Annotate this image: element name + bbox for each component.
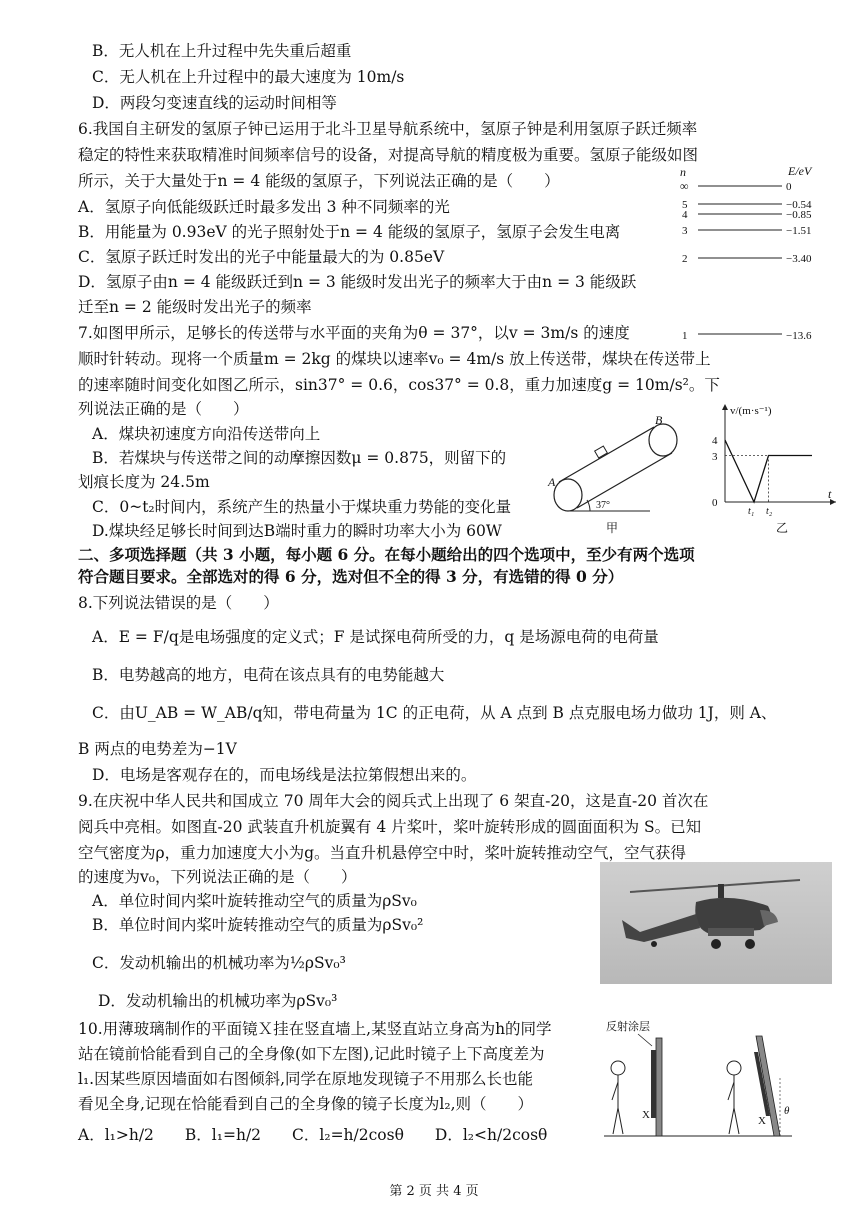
line: A．单位时间内桨叶旋转推动空气的质量为ρSv₀ [92, 892, 417, 910]
line: D．两段匀变速直线的运动时间相等 [92, 94, 337, 112]
line: 的速率随时间变化如图乙所示，sin37° = 0.6，cos37° = 0.8，重力加速度g = 10m/s²。下 [78, 376, 720, 394]
line: D．氢原子由n = 4 能级跃迁到n = 3 能级时发出光子的频率大于由n = 3 能级跃 [78, 273, 637, 291]
section-heading: 符合题目要求。全部选对的得 6 分，选对但不全的得 3 分，有选错的得 0 分） [78, 567, 624, 586]
energy-level [682, 330, 812, 342]
y-tick: 0 [712, 497, 718, 509]
line: D.煤块经足够长时间到达B端时重力的瞬时功率大小为 60W [92, 522, 502, 540]
angle-label: θ [784, 1105, 790, 1117]
svg-text:−1.51: −1.51 [786, 225, 812, 237]
svg-text:3: 3 [682, 225, 688, 237]
line: C．无人机在上升过程中的最大速度为 10m/s [92, 68, 405, 86]
svg-text:−0.85: −0.85 [786, 209, 812, 221]
line: 的速度为v₀，下列说法正确的是（ ） [78, 868, 357, 886]
line: B．无人机在上升过程中先失重后超重 [92, 42, 352, 60]
page-footer: 第 2 页 共 4 页 [389, 1184, 479, 1199]
energy-level [682, 253, 812, 265]
x-tick: t₁ [748, 506, 755, 517]
line: C．由U_AB = W_AB/q知，带电荷量为 1C 的正电荷，从 A 点到 B 点克服电场力做功 1J，则 A、 [92, 704, 777, 722]
line: B．单位时间内桨叶旋转推动空气的质量为ρSv₀² [92, 916, 424, 934]
person-icon [727, 1061, 741, 1134]
line: 列说法正确的是（ ） [78, 400, 249, 418]
svg-text:2: 2 [682, 253, 688, 265]
x-tick: t₂ [766, 506, 773, 517]
y-tick: 3 [712, 451, 718, 463]
line: B．若煤块与传送带之间的动摩擦因数μ = 0.875，则留下的 [92, 449, 507, 467]
line: l₁.因某些原因墙面如右图倾斜,同学在原地发现镜子不用那么长也能 [78, 1070, 534, 1088]
y-axis-label: v/(m·s⁻¹) [730, 405, 772, 417]
label-a: A [548, 475, 556, 489]
conveyor-belt-figure [540, 412, 690, 536]
line: A．氢原子向低能级跃迁时最多发出 3 种不同频率的光 [78, 198, 450, 216]
line: 迁至n = 2 能级时发出光子的频率 [78, 298, 312, 316]
vt-graph [700, 400, 840, 536]
energy-level [680, 179, 792, 193]
line: B．电势越高的地方，电荷在该点具有的电势能越大 [92, 666, 445, 684]
line: 稳定的特性来获取精准时间频率信号的设备，对提高导航的精度极为重要。氢原子能级如图 [78, 146, 699, 164]
mirror-label-right: X [758, 1115, 766, 1127]
belt-shape [554, 424, 677, 511]
svg-text:5: 5 [682, 199, 688, 211]
energy-level [682, 225, 811, 237]
line: C．0~t₂时间内，系统产生的热量小于煤块重力势能的变化量 [92, 498, 512, 516]
energy-level [682, 209, 812, 221]
x-axis-label: t [828, 487, 832, 501]
line: C．氢原子跃迁时发出的光子中能量最大的为 0.85eV [78, 248, 445, 266]
svg-text:4: 4 [682, 209, 688, 221]
helicopter-photo [600, 862, 832, 984]
line: 所示，关于大量处于n = 4 能级的氢原子，下列说法正确的是（ ） [78, 172, 560, 190]
svg-text:−13.6: −13.6 [786, 330, 812, 342]
n-label: n [680, 165, 686, 179]
line: 划痕长度为 24.5m [78, 473, 210, 491]
line: D．电场是客观存在的，而电场线是法拉第假想出来的。 [92, 766, 477, 784]
line: 空气密度为ρ，重力加速度大小为g。当直升机悬停空中时，桨叶旋转推动空气，空气获得 [78, 844, 687, 862]
mirror-figure [604, 1016, 794, 1140]
line: 站在镜前恰能看到自己的全身像(如下左图),记此时镜子上下高度差为 [78, 1045, 545, 1063]
svg-text:−3.40: −3.40 [786, 253, 812, 265]
angle-label: 37° [596, 500, 610, 511]
section-heading: 二、多项选择题（共 3 小题，每小题 6 分。在每小题给出的四个选项中，至少有两个选项 [78, 545, 695, 564]
svg-text:−0.54: −0.54 [786, 199, 812, 211]
line: A．E = F/q是电场强度的定义式；F 是试探电荷所受的力，q 是场源电荷的电荷量 [92, 628, 659, 646]
line: 看见全身,记现在恰能看到自己的全身像的镜子长度为l₂,则（ ） [78, 1095, 534, 1113]
line: C．发动机输出的机械功率为½ρSv₀³ [92, 954, 346, 972]
line: B．用能量为 0.93eV 的光子照射处于n = 4 能级的氢原子，氢原子会发生电离 [78, 223, 621, 241]
energy-level-diagram [676, 162, 826, 348]
line: D．发动机输出的机械功率为ρSv₀³ [98, 992, 338, 1010]
line: B 两点的电势差为−1V [78, 740, 237, 758]
figure-caption: 乙 [776, 521, 789, 535]
line: 7.如图甲所示，足够长的传送带与水平面的夹角为θ = 37°，以v = 3m/s 的速度 [78, 324, 630, 342]
line: A．l₁>h/2 B．l₁=h/2 C．l₂=h/2cosθ D．l₂<h/2cosθ [78, 1126, 548, 1144]
line: 9.在庆祝中华人民共和国成立 70 周年大会的阅兵式上出现了 6 架直-20，这是直-20 首次在 [78, 792, 709, 810]
line: 6.我国自主研发的氢原子钟已运用于北斗卫星导航系统中，氢原子钟是利用氢原子跃迁频率 [78, 120, 698, 138]
line: A．煤块初速度方向沿传送带向上 [92, 425, 321, 443]
person-icon [611, 1061, 625, 1134]
unit-label: E/eV [788, 164, 812, 178]
svg-text:1: 1 [682, 330, 688, 342]
line: 顺时针转动。现将一个质量m = 2kg 的煤块以速率v₀ = 4m/s 放上传送带，煤块在传送带上 [78, 350, 711, 368]
line: 阅兵中亮相。如图直-20 武装直升机旋翼有 4 片桨叶，桨叶旋转形成的圆面面积为 S。已知 [78, 818, 702, 836]
figure-caption: 甲 [606, 521, 619, 535]
left-wall [651, 1038, 662, 1136]
y-tick: 4 [712, 435, 718, 447]
coating-label: 反射涂层 [606, 1021, 650, 1033]
svg-text:∞: ∞ [680, 179, 689, 193]
mirror-label: X [642, 1109, 650, 1121]
line: 10.用薄玻璃制作的平面镜Ｘ挂在竖直墙上,某竖直站立身高为h的同学 [78, 1020, 552, 1038]
svg-text:0: 0 [786, 181, 792, 193]
label-b: B [655, 413, 663, 427]
line: 8.下列说法错误的是（ ） [78, 594, 279, 612]
